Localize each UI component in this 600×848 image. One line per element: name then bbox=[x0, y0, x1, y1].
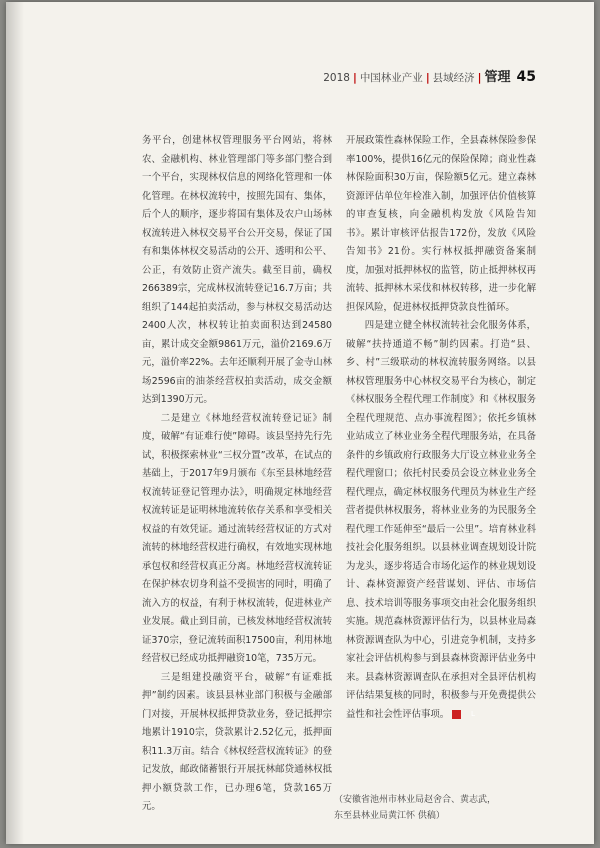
magazine-page bbox=[6, 2, 594, 844]
running-header bbox=[323, 66, 536, 85]
paragraph: 务平台，创建林权管理服务平台网站，将林农、金融机构、林业管理部门等多部门整合到一个平台，实现林权信息的网络化管理和一体化管理。在林权流转中，按照先国有、集体，后个人的顺序，逐步将国有集体及农户山场林权流转进入林权交易平台公开交易，保证了国有和集体林权交易活动的公开、透明和公平、公正，有效防止资产流失。截至目前，确权266389宗，完成林权流转登记16.7万亩；共组织了144起拍卖活动，参与林权交易活动达2400人次，林权转让拍卖面积达到24580亩，累计成交金额9861万元，溢价2169.6万元，溢价率22%。去年还顺利开展了金寺山林场2596亩的油茶经营权拍卖活动，成交金额达到1390万元。 bbox=[142, 135, 332, 405]
right-column bbox=[346, 132, 536, 724]
page-number: 45 bbox=[516, 69, 536, 85]
header-column: 县域经济 bbox=[432, 72, 475, 84]
left-column bbox=[142, 132, 332, 817]
header-separator-3: | bbox=[477, 72, 482, 84]
paragraph: 二是建立《林地经营权流转登记证》制度，破解“有证难行使”障碍。该县坚持先行先试，积极探索林业“三权分置”改革，在试点的基础上，于2017年9月颁布《东至县林地经营权流转证登记管理办法》，明确规定林地经营权流转证是证明林地流转依存关系和享受相关权益的有效凭证。通过流转经营权证的方式对流转的林地经营权进行确权，有效地实现林地承包权和经营权真正分离。林地经营权流转证在保护林农切身利益不受损害的同时，明确了流入方的权益，有利于林权流转，促进林业产业发展。截止到目前，已核发林地经营权流转证370宗，登记流转面积17500亩，利用林地经营权已经成功抵押融资10笔，735万元。 bbox=[142, 412, 332, 664]
end-of-article-icon: L bbox=[452, 710, 461, 719]
paragraph bbox=[346, 317, 536, 724]
header-separator-2: | bbox=[425, 72, 430, 84]
header-separator-1: | bbox=[352, 72, 357, 84]
header-year: 2018 bbox=[323, 72, 350, 84]
byline-line-1: （安徽省池州市林业局赵舍合、黄志武， bbox=[334, 795, 497, 805]
byline-line-2: 东至县林业局黄江怀 供稿） bbox=[334, 811, 445, 821]
paragraph: 开展政策性森林保险工作，全县森林保险参保率100%，提供16亿元的保险保障；商业性森林保险面积30万亩，保险额5亿元。建立森林资源评估单位年检准入制，加强评估价值核算的审查复核，向金融机构发放《风险告知书》。累计审核评估报告172份，发放《风险告知书》21份。实行林权抵押融资备案制度，加强对抵押林权的监管，防止抵押林权再流转、抵押林木采伐和林权转移，进一步化解担保风险，促进林权抵押贷款良性循环。 bbox=[346, 135, 536, 313]
article-byline bbox=[334, 792, 554, 824]
header-section: 管理 bbox=[484, 70, 511, 85]
header-magazine: 中国林业产业 bbox=[359, 72, 423, 84]
paragraph: 三是组建投融资平台，破解“有证难抵押”制约因素。该县县林业部门积极与金融部门对接，开展林权抵押贷款业务，登记抵押宗地累计1910宗，贷款累计2.52亿元，抵押面积11.3万亩。结合《林权经营权流转证》的登记发放，邮政储蓄银行开展抚林邮贷通林权抵押小额贷款工作，已办理6笔，贷款165万元。 bbox=[142, 671, 332, 812]
paragraph-text: 四是建立健全林权流转社会化服务体系，破解“扶持通道不畅”制约因素。打造“县、乡、村”三级联动的林权流转服务网络。以县林权管理服务中心林权交易平台为核心，制定《林权服务全程代理工作制度》和《林权服务全程代理规范、点办事流程图》；依托乡镇林业站成立了林业业务全程代理服务站，在具备条件的乡镇政府行政服务大厅设立林业业务全程代理窗口；依托村民委员会设立林业业务全程代理点，确定林权服务代理员为林业生产经营者提供林权服务，将林业业务的为民服务全程代理工作延伸至“最后一公里”。培育林业科技社会化服务组织。以县林业调查规划设计院为龙头，逐步将适合市场化运作的林业规划设计、森林资源资产经营谋划、评估、市场信息、技术培训等服务事项交由社会化服务组织实施。规范森林资源评估行为，以县林业局森林资源调查队为中心，引进竞争机制，支持多家社会评估机构参与到县森林资源评估业务中来。县森林资源调查队在承担对全县评估机构评估结果复核的同时，积极参与开免费提供公益性和社会性评估事项。 bbox=[346, 320, 536, 720]
